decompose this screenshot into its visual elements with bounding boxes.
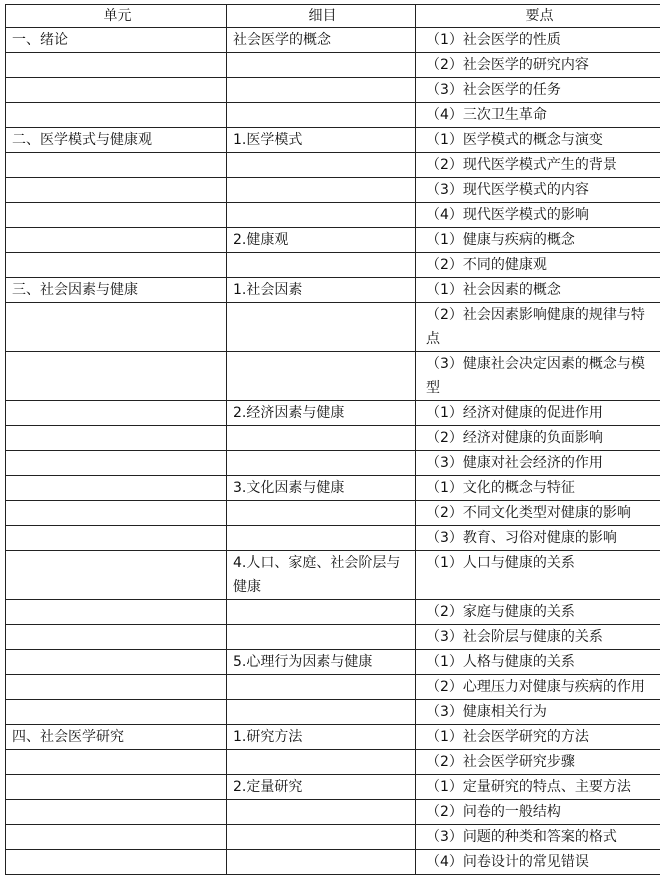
unit-cell (6, 800, 227, 825)
detail-cell (227, 625, 416, 650)
point-cell: （4）三次卫生革命 (416, 103, 660, 128)
detail-cell (227, 352, 416, 401)
detail-cell (227, 253, 416, 278)
point-cell: （1）人格与健康的关系 (416, 650, 660, 675)
table-row (6, 775, 660, 800)
unit-cell (6, 451, 227, 476)
syllabus-table (5, 4, 660, 875)
point-cell: （1）社会因素的概念 (416, 278, 660, 303)
detail-cell (227, 426, 416, 451)
unit-cell (6, 526, 227, 551)
unit-cell (6, 103, 227, 128)
point-cell: （2）社会医学的研究内容 (416, 53, 660, 78)
point-cell: （1）健康与疾病的概念 (416, 228, 660, 253)
unit-cell (6, 750, 227, 775)
detail-cell (227, 600, 416, 625)
detail-cell (227, 53, 416, 78)
table-row (6, 551, 660, 600)
point-cell: （1）社会医学的性质 (416, 28, 660, 53)
table-row (6, 228, 660, 253)
point-cell: （3）健康对社会经济的作用 (416, 451, 660, 476)
detail-cell: 4.人口、家庭、社会阶层与健康 (227, 551, 416, 600)
table-row (6, 476, 660, 501)
unit-cell (6, 650, 227, 675)
table-row (6, 28, 660, 53)
detail-cell (227, 178, 416, 203)
table-row (6, 178, 660, 203)
unit-cell (6, 426, 227, 451)
point-cell: （2）不同文化类型对健康的影响 (416, 501, 660, 526)
point-cell: （2）社会医学研究步骤 (416, 750, 660, 775)
table-row (6, 451, 660, 476)
table-row (6, 426, 660, 451)
point-cell: （2）不同的健康观 (416, 253, 660, 278)
detail-cell (227, 825, 416, 850)
table-row (6, 303, 660, 352)
detail-cell (227, 526, 416, 551)
table-row (6, 501, 660, 526)
detail-cell (227, 501, 416, 526)
table-body (6, 28, 660, 875)
unit-cell (6, 352, 227, 401)
unit-cell (6, 78, 227, 103)
table-row (6, 625, 660, 650)
detail-cell: 社会医学的概念 (227, 28, 416, 53)
unit-cell: 二、医学模式与健康观 (6, 128, 227, 153)
unit-cell (6, 700, 227, 725)
table-row (6, 700, 660, 725)
detail-cell (227, 78, 416, 103)
unit-cell (6, 153, 227, 178)
table-row (6, 850, 660, 875)
point-cell: （2）现代医学模式产生的背景 (416, 153, 660, 178)
unit-cell (6, 551, 227, 600)
unit-cell (6, 625, 227, 650)
point-cell: （3）健康社会决定因素的概念与模型 (416, 352, 660, 401)
table-row (6, 675, 660, 700)
table-row (6, 825, 660, 850)
point-cell: （3）现代医学模式的内容 (416, 178, 660, 203)
point-cell: （1）社会医学研究的方法 (416, 725, 660, 750)
detail-cell (227, 451, 416, 476)
unit-cell (6, 675, 227, 700)
point-cell: （3）教育、习俗对健康的影响 (416, 526, 660, 551)
table-row (6, 800, 660, 825)
table-row (6, 352, 660, 401)
unit-cell: 三、社会因素与健康 (6, 278, 227, 303)
point-cell: （3）社会阶层与健康的关系 (416, 625, 660, 650)
table-row (6, 750, 660, 775)
table-row (6, 401, 660, 426)
unit-cell (6, 253, 227, 278)
unit-cell: 一、绪论 (6, 28, 227, 53)
detail-cell: 2.健康观 (227, 228, 416, 253)
table-row (6, 128, 660, 153)
unit-cell (6, 825, 227, 850)
table-row (6, 253, 660, 278)
point-cell: （1）人口与健康的关系 (416, 551, 660, 600)
table-row (6, 78, 660, 103)
table-row (6, 725, 660, 750)
detail-cell (227, 750, 416, 775)
detail-cell: 1.社会因素 (227, 278, 416, 303)
unit-cell (6, 600, 227, 625)
detail-cell (227, 203, 416, 228)
point-cell: （4）现代医学模式的影响 (416, 203, 660, 228)
detail-cell: 2.定量研究 (227, 775, 416, 800)
unit-cell (6, 303, 227, 352)
table-row (6, 103, 660, 128)
unit-cell (6, 476, 227, 501)
table-row (6, 278, 660, 303)
unit-cell (6, 203, 227, 228)
point-cell: （1）医学模式的概念与演变 (416, 128, 660, 153)
point-cell: （3）问题的种类和答案的格式 (416, 825, 660, 850)
header-detail: 细目 (227, 5, 416, 28)
point-cell: （3）社会医学的任务 (416, 78, 660, 103)
detail-cell (227, 675, 416, 700)
point-cell: （2）问卷的一般结构 (416, 800, 660, 825)
table-row (6, 600, 660, 625)
unit-cell (6, 178, 227, 203)
unit-cell (6, 228, 227, 253)
table-row (6, 203, 660, 228)
detail-cell: 2.经济因素与健康 (227, 401, 416, 426)
detail-cell (227, 103, 416, 128)
detail-cell: 3.文化因素与健康 (227, 476, 416, 501)
point-cell: （2）心理压力对健康与疾病的作用 (416, 675, 660, 700)
unit-cell (6, 53, 227, 78)
unit-cell (6, 850, 227, 875)
point-cell: （1）经济对健康的促进作用 (416, 401, 660, 426)
header-points: 要点 (416, 5, 660, 28)
detail-cell (227, 700, 416, 725)
point-cell: （3）健康相关行为 (416, 700, 660, 725)
unit-cell (6, 775, 227, 800)
unit-cell: 四、社会医学研究 (6, 725, 227, 750)
detail-cell (227, 850, 416, 875)
table-row (6, 153, 660, 178)
table-row (6, 526, 660, 551)
detail-cell: 1.研究方法 (227, 725, 416, 750)
table-row (6, 650, 660, 675)
detail-cell: 5.心理行为因素与健康 (227, 650, 416, 675)
point-cell: （2）家庭与健康的关系 (416, 600, 660, 625)
point-cell: （2）社会因素影响健康的规律与特点 (416, 303, 660, 352)
point-cell: （4）问卷设计的常见错误 (416, 850, 660, 875)
point-cell: （2）经济对健康的负面影响 (416, 426, 660, 451)
detail-cell (227, 800, 416, 825)
header-unit: 单元 (6, 5, 227, 28)
point-cell: （1）定量研究的特点、主要方法 (416, 775, 660, 800)
detail-cell (227, 303, 416, 352)
detail-cell: 1.医学模式 (227, 128, 416, 153)
unit-cell (6, 501, 227, 526)
unit-cell (6, 401, 227, 426)
table-row (6, 53, 660, 78)
point-cell: （1）文化的概念与特征 (416, 476, 660, 501)
detail-cell (227, 153, 416, 178)
header-row (6, 5, 660, 28)
